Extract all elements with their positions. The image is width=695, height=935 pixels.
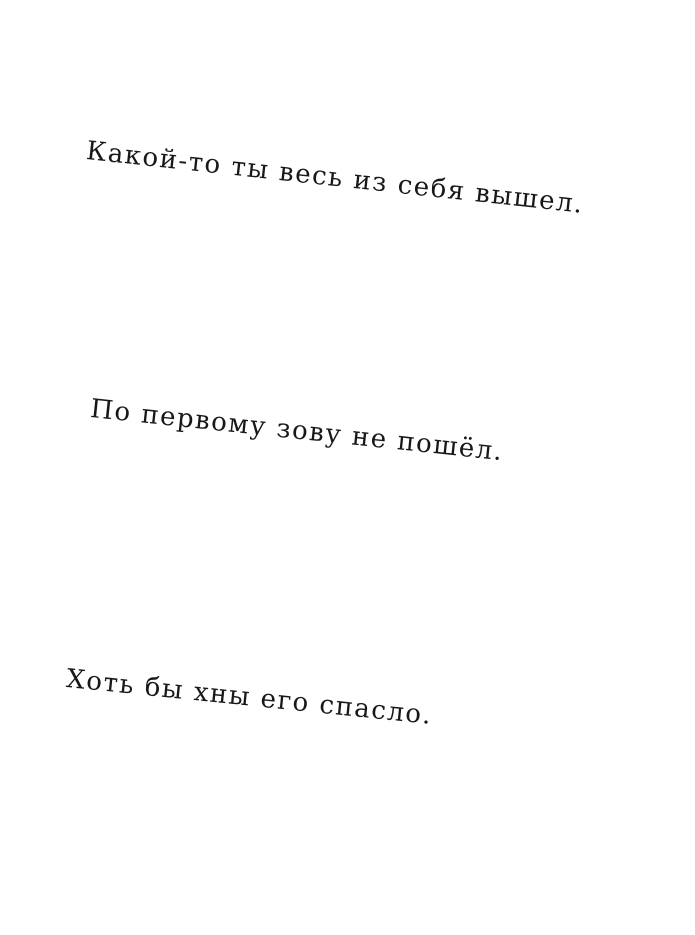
text-line-1: Какой-то ты весь из себя вышел. — [84, 136, 586, 220]
text-line-3: Хоть бы хны его спасло. — [64, 664, 434, 732]
text-line-2: По первому зову не пошёл. — [88, 394, 506, 468]
